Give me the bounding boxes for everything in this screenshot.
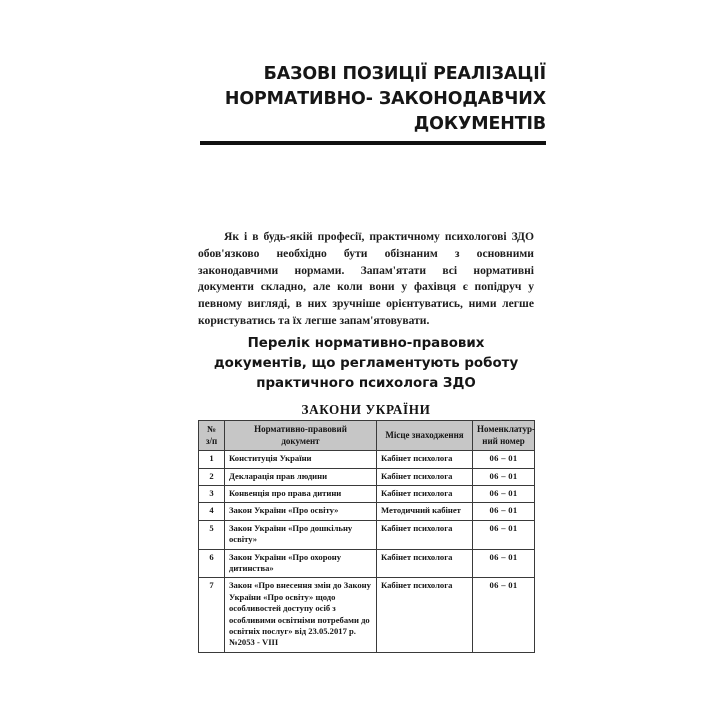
section-subheading bbox=[198, 334, 534, 394]
cell-location: Кабінет психолога bbox=[377, 486, 473, 503]
cell-number: 3 bbox=[199, 486, 225, 503]
cell-document: Закон України «Про охорону дитинства» bbox=[225, 549, 377, 578]
cell-location: Методичний кабінет bbox=[377, 503, 473, 520]
page-title-line-2: ЗАКОНОДАВЧИХ ДОКУМЕНТІВ bbox=[378, 89, 546, 134]
cell-nomenclature-number: 06 – 01 bbox=[473, 520, 535, 549]
cell-document: Конституція України bbox=[225, 451, 377, 468]
table-header-row bbox=[199, 421, 535, 451]
column-header-nomenclature-line-2: ний номер bbox=[482, 435, 525, 446]
laws-table bbox=[198, 420, 535, 653]
table-row bbox=[199, 468, 535, 485]
column-header-nomenclature-number bbox=[473, 421, 535, 451]
cell-document: Декларація прав людини bbox=[225, 468, 377, 485]
title-underline-rule bbox=[200, 141, 546, 145]
intro-paragraph: Як і в будь-якій професії, практичному психологові ЗДО обов'язково необхідно бути обізнаним з основними законодавчими нормами. Запам'ятати всі нормативні документи складно, але коли вони у фахівця є попідруч у певному вигляді, в них зручніше орієнтуватись, ними легше користуватись та їх легше запам'ятовувати. bbox=[198, 230, 534, 327]
cell-nomenclature-number: 06 – 01 bbox=[473, 578, 535, 652]
table-row bbox=[199, 520, 535, 549]
column-header-document-line-1: Нормативно-правовий bbox=[254, 424, 347, 434]
cell-number: 5 bbox=[199, 520, 225, 549]
title-block bbox=[200, 62, 546, 145]
cell-nomenclature-number: 06 – 01 bbox=[473, 486, 535, 503]
cell-number: 1 bbox=[199, 451, 225, 468]
table-row bbox=[199, 578, 535, 652]
page-title bbox=[200, 62, 546, 137]
cell-location: Кабінет психолога bbox=[377, 549, 473, 578]
cell-number: 7 bbox=[199, 578, 225, 652]
column-header-location: Місце знаходження bbox=[377, 421, 473, 451]
cell-number: 4 bbox=[199, 503, 225, 520]
table-row bbox=[199, 503, 535, 520]
cell-document: Закон «Про внесення змін до Закону України «Про освіту» щодо особливостей доступу осіб з особливими освітніми потребами до освітніх послуг» від 23.05.2017 р. №2053 - VIII bbox=[225, 578, 377, 652]
cell-nomenclature-number: 06 – 01 bbox=[473, 549, 535, 578]
section-label-laws-of-ukraine: ЗАКОНИ УКРАЇНИ bbox=[301, 402, 431, 417]
cell-nomenclature-number: 06 – 01 bbox=[473, 503, 535, 520]
table-row bbox=[199, 549, 535, 578]
cell-document: Закон України «Про дошкільну освіту» bbox=[225, 520, 377, 549]
cell-location: Кабінет психолога bbox=[377, 520, 473, 549]
table-row bbox=[199, 486, 535, 503]
cell-number: 2 bbox=[199, 468, 225, 485]
laws-table-head bbox=[199, 421, 535, 451]
laws-table-container bbox=[198, 420, 534, 653]
laws-table-body bbox=[199, 451, 535, 653]
section-subheading-line-2: документів, що регламентують роботу bbox=[213, 356, 519, 371]
section-subheading-line-1: Перелік нормативно-правових bbox=[247, 336, 485, 351]
cell-location: Кабінет психолога bbox=[377, 578, 473, 652]
cell-nomenclature-number: 06 – 01 bbox=[473, 468, 535, 485]
cell-location: Кабінет психолога bbox=[377, 468, 473, 485]
page-title-line-1: БАЗОВІ ПОЗИЦІЇ РЕАЛІЗАЦІЇ НОРМАТИВНО- bbox=[224, 64, 546, 109]
cell-nomenclature-number: 06 – 01 bbox=[473, 451, 535, 468]
column-header-number bbox=[199, 421, 225, 451]
section-subheading-line-3: практичного психолога ЗДО bbox=[256, 376, 476, 391]
column-header-document bbox=[225, 421, 377, 451]
cell-document: Конвенція про права дитини bbox=[225, 486, 377, 503]
column-header-nomenclature-line-1: Номенклатур- bbox=[477, 424, 535, 434]
cell-document: Закон України «Про освіту» bbox=[225, 503, 377, 520]
column-header-document-line-2: документ bbox=[281, 435, 320, 446]
cell-number: 6 bbox=[199, 549, 225, 578]
table-row bbox=[199, 451, 535, 468]
column-header-number-line-2: з/п bbox=[205, 435, 218, 446]
cell-location: Кабінет психолога bbox=[377, 451, 473, 468]
column-header-number-line-1: № bbox=[206, 424, 217, 434]
